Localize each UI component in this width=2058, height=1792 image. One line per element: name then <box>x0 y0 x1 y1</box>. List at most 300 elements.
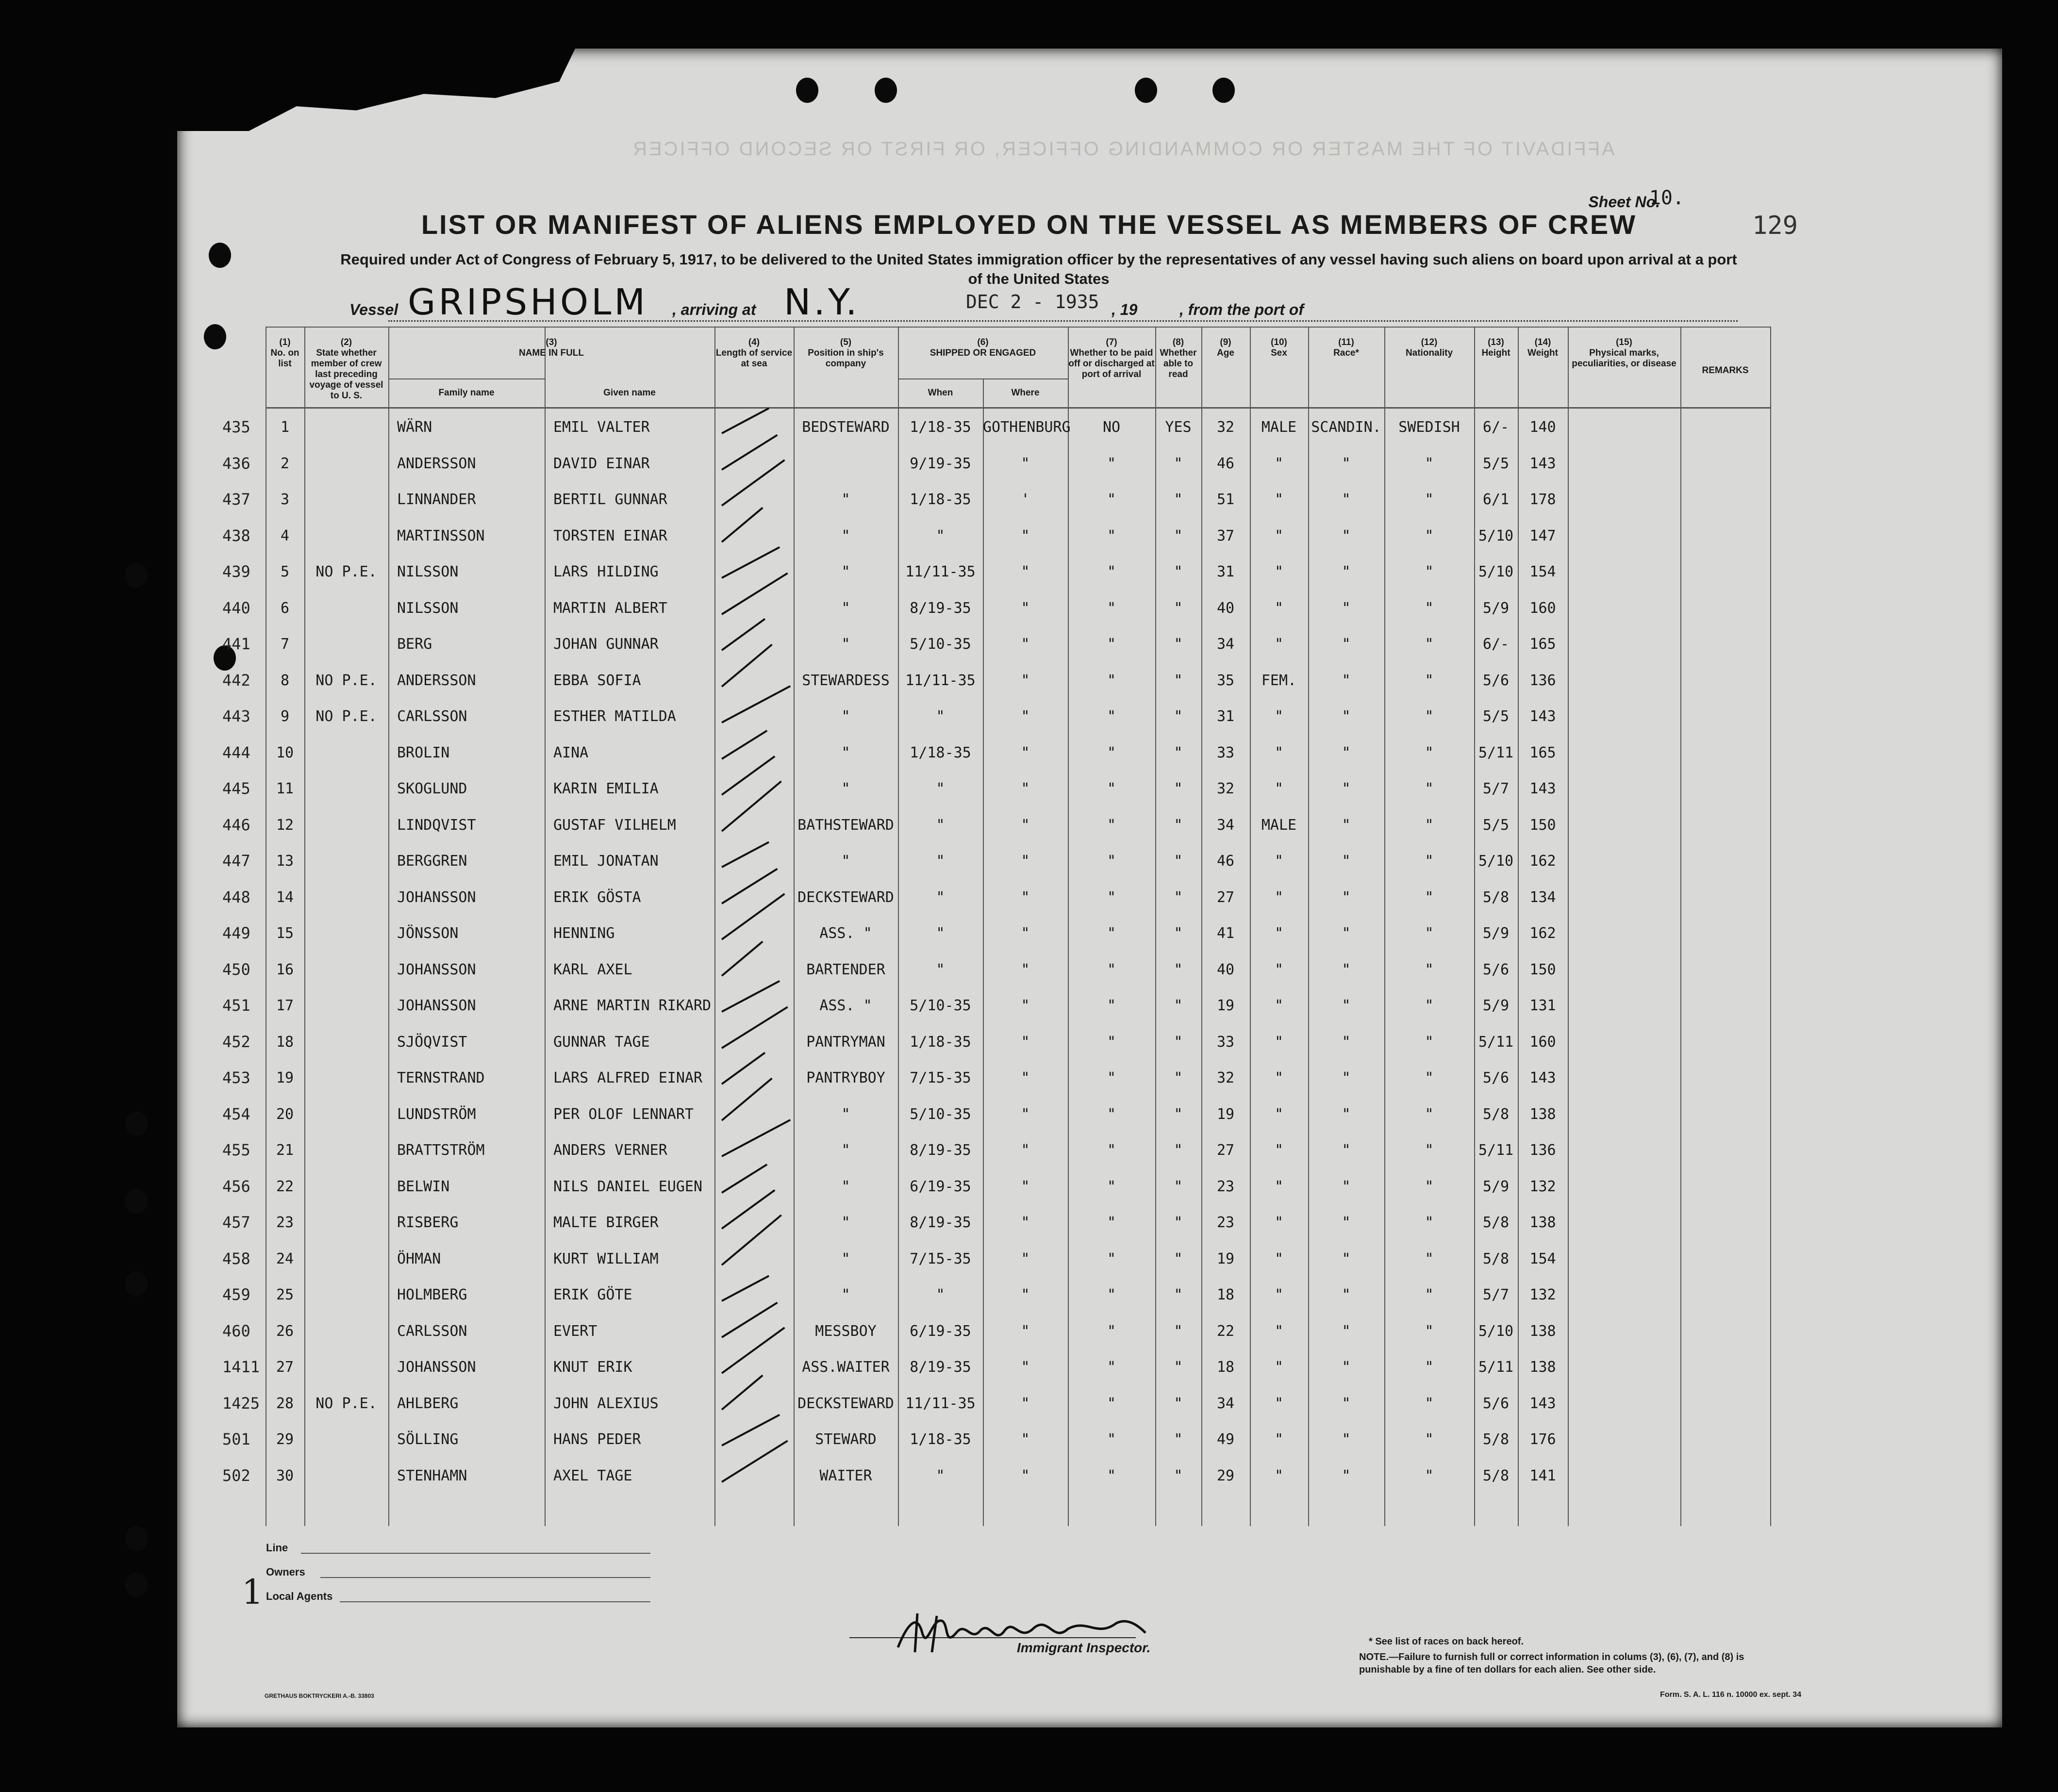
header-paid-off: (7) Whether to be paid off or discharged at port of arrival <box>1068 337 1155 379</box>
header-previous-voyage: (2) State whether member of crew last preceding voyage of vessel to U. S. <box>309 337 383 401</box>
race-cell: " <box>1342 1142 1351 1159</box>
shipped-when-cell: " <box>936 780 945 797</box>
list-number-cell: 29 <box>276 1431 294 1448</box>
shipped-where-cell: " <box>1021 1178 1030 1195</box>
shipped-when-cell: 5/10-35 <box>910 997 971 1014</box>
header-no: (1) No. on list <box>270 337 299 369</box>
sex-cell: " <box>1274 1467 1284 1484</box>
family-name-cell: CARLSSON <box>397 1322 467 1340</box>
height-cell: 5/8 <box>1482 1467 1510 1484</box>
nationality-cell: " <box>1425 455 1434 472</box>
previous-voyage-cell: NO P.E. <box>315 563 377 580</box>
position-cell: STEWARD <box>815 1431 877 1448</box>
margin-serial-number: 455 <box>222 1141 250 1159</box>
header-sex: (10) Sex <box>1271 337 1287 358</box>
table-row <box>266 553 1770 589</box>
position-cell: " <box>841 744 850 761</box>
penalty-note: NOTE.—Failure to furnish full or correct information in colums (3), (6), (7), and (8) is punishable by a fine of ten dollars for each alien. See other side. <box>1359 1652 1744 1675</box>
table-row <box>266 1131 1770 1167</box>
list-number-cell: 6 <box>280 599 290 617</box>
shipped-where-cell: " <box>1021 1142 1030 1159</box>
able-to-read-cell: " <box>1174 1033 1183 1051</box>
sex-cell: " <box>1274 1178 1284 1195</box>
list-number-cell: 20 <box>276 1105 294 1123</box>
nationality-cell: " <box>1425 1178 1434 1195</box>
page-stamp: 129 <box>1752 211 1798 240</box>
margin-mark: 1 <box>242 1572 264 1612</box>
arrival-port: N.Y. <box>784 281 860 323</box>
family-name-cell: TERNSTRAND <box>397 1069 485 1086</box>
list-number-cell: 13 <box>276 853 294 870</box>
weight-cell: 143 <box>1529 780 1556 797</box>
race-cell: " <box>1342 1178 1351 1195</box>
family-name-cell: LUNDSTRÖM <box>397 1105 476 1123</box>
able-to-read-cell: " <box>1174 1178 1183 1195</box>
family-name-cell: LINDQVIST <box>397 816 476 834</box>
race-cell: " <box>1342 1431 1351 1448</box>
shipped-where-cell: " <box>1021 1250 1030 1267</box>
given-name-cell: EMIL JONATAN <box>553 853 659 870</box>
table-row <box>266 878 1770 915</box>
paid-off-cell: " <box>1107 1250 1116 1267</box>
given-name-cell: LARS ALFRED EINAR <box>553 1069 703 1086</box>
able-to-read-cell: " <box>1174 708 1183 725</box>
weight-cell: 143 <box>1529 708 1556 725</box>
previous-voyage-cell: NO P.E. <box>315 672 377 689</box>
age-cell: 27 <box>1216 1142 1235 1159</box>
paid-off-cell: " <box>1107 853 1116 870</box>
position-cell: WAITER <box>819 1467 872 1484</box>
list-number-cell: 5 <box>280 563 290 580</box>
able-to-read-cell: " <box>1174 997 1183 1014</box>
punch-hole <box>209 243 231 268</box>
list-number-cell: 2 <box>280 455 290 472</box>
margin-serial-number: 447 <box>222 852 250 870</box>
age-cell: 37 <box>1216 527 1235 544</box>
list-number-cell: 21 <box>276 1142 294 1159</box>
vessel-dotted-line <box>388 320 1738 322</box>
crew-table <box>266 327 1770 1526</box>
list-number-cell: 16 <box>276 961 294 978</box>
list-number-cell: 10 <box>276 744 294 761</box>
weight-cell: 134 <box>1529 888 1556 906</box>
nationality-cell: " <box>1425 1033 1434 1051</box>
race-cell: " <box>1342 1069 1351 1086</box>
shipped-where-cell: " <box>1021 1214 1030 1231</box>
shipped-where-cell: " <box>1021 563 1030 580</box>
able-to-read-cell: " <box>1174 780 1183 797</box>
paid-off-cell: " <box>1107 527 1116 544</box>
list-number-cell: 8 <box>280 672 290 689</box>
given-name-cell: PER OLOF LENNART <box>553 1105 694 1123</box>
age-cell: 34 <box>1216 636 1235 653</box>
weight-cell: 132 <box>1529 1286 1556 1303</box>
races-note: * See list of races on back hereof. <box>1369 1636 1524 1647</box>
race-cell: " <box>1342 997 1351 1014</box>
weight-cell: 165 <box>1529 636 1556 653</box>
given-name-cell: JOHN ALEXIUS <box>553 1395 659 1412</box>
position-cell: " <box>841 491 850 508</box>
able-to-read-cell: " <box>1174 527 1183 544</box>
table-row <box>266 444 1770 481</box>
nationality-cell: " <box>1425 1069 1434 1086</box>
nationality-cell: " <box>1425 925 1434 942</box>
paid-off-cell: " <box>1107 636 1116 653</box>
family-name-cell: LINNANDER <box>397 491 476 508</box>
table-row <box>266 697 1770 734</box>
given-name-cell: ARNE MARTIN RIKARD <box>553 997 712 1014</box>
race-cell: " <box>1342 1105 1351 1123</box>
shipped-where-cell: " <box>1021 1286 1030 1303</box>
family-name-cell: JOHANSSON <box>397 888 476 906</box>
able-to-read-cell: " <box>1174 1395 1183 1412</box>
sex-cell: " <box>1274 925 1284 942</box>
given-name-cell: KURT WILLIAM <box>553 1250 659 1267</box>
previous-voyage-cell: NO P.E. <box>315 708 377 725</box>
shipped-when-cell: 11/11-35 <box>905 1395 976 1412</box>
able-to-read-cell: " <box>1174 1359 1183 1376</box>
age-cell: 34 <box>1216 816 1235 834</box>
height-cell: 5/10 <box>1478 1322 1514 1340</box>
age-cell: 27 <box>1216 888 1235 906</box>
given-name-cell: AINA <box>553 744 589 761</box>
list-number-cell: 30 <box>276 1467 294 1484</box>
height-cell: 5/5 <box>1482 708 1510 725</box>
height-cell: 5/10 <box>1478 527 1514 544</box>
race-cell: " <box>1342 708 1351 725</box>
race-cell: " <box>1342 1250 1351 1267</box>
shipped-where-cell: " <box>1021 455 1030 472</box>
sex-cell: " <box>1274 780 1284 797</box>
shipped-where-cell: " <box>1021 527 1030 544</box>
weight-cell: 140 <box>1529 419 1556 436</box>
margin-serial-number: 456 <box>222 1177 250 1196</box>
weight-cell: 160 <box>1529 1033 1556 1051</box>
shipped-where-cell: " <box>1021 888 1030 906</box>
position-cell: " <box>841 1142 850 1159</box>
nationality-cell: " <box>1425 1467 1434 1484</box>
list-number-cell: 19 <box>276 1069 294 1086</box>
paid-off-cell: " <box>1107 925 1116 942</box>
paid-off-cell: " <box>1107 1359 1116 1376</box>
given-name-cell: GUSTAF VILHELM <box>553 816 676 834</box>
age-cell: 32 <box>1216 1069 1235 1086</box>
margin-serial-number: 502 <box>222 1466 250 1485</box>
shipped-when-cell: 6/19-35 <box>910 1178 971 1195</box>
margin-serial-number: 454 <box>222 1104 250 1123</box>
able-to-read-cell: " <box>1174 1142 1183 1159</box>
paid-off-cell: " <box>1107 1178 1116 1195</box>
position-cell: " <box>841 1250 850 1267</box>
paid-off-cell: " <box>1107 780 1116 797</box>
position-cell: BEDSTEWARD <box>802 419 890 436</box>
sex-cell: " <box>1274 708 1284 725</box>
owners-label: Owners <box>266 1566 305 1578</box>
family-name-cell: BRATTSTRÖM <box>397 1142 485 1159</box>
shipped-where-cell: ' <box>1021 491 1030 508</box>
age-cell: 31 <box>1216 708 1235 725</box>
punch-hole <box>875 78 897 103</box>
header-given-name: Given name <box>603 388 656 398</box>
family-name-cell: SJÖQVIST <box>397 1033 467 1051</box>
from-port-label: , from the port of <box>1179 301 1304 318</box>
nationality-cell: " <box>1425 636 1434 653</box>
able-to-read-cell: " <box>1174 816 1183 834</box>
able-to-read-cell: " <box>1174 1250 1183 1267</box>
table-row <box>266 1095 1770 1132</box>
position-cell: " <box>841 1105 850 1123</box>
punch-hole <box>125 1526 148 1551</box>
sex-cell: " <box>1274 563 1284 580</box>
weight-cell: 176 <box>1529 1431 1556 1448</box>
race-cell: " <box>1342 744 1351 761</box>
race-cell: " <box>1342 672 1351 689</box>
weight-cell: 154 <box>1529 1250 1556 1267</box>
margin-serial-number: 453 <box>222 1069 250 1087</box>
able-to-read-cell: " <box>1174 1467 1183 1484</box>
bleed-through-text: AFFIDAVIT OF THE MASTER OR COMMANDING OFFICER, OR FIRST OR SECOND OFFICER <box>631 138 1615 160</box>
nationality-cell: " <box>1425 1250 1434 1267</box>
margin-serial-number: 443 <box>222 707 250 725</box>
given-name-cell: BERTIL GUNNAR <box>553 491 667 508</box>
race-cell: " <box>1342 455 1351 472</box>
able-to-read-cell: " <box>1174 672 1183 689</box>
shipped-when-cell: " <box>936 527 945 544</box>
paid-off-cell: " <box>1107 1286 1116 1303</box>
margin-serial-number: 437 <box>222 490 250 509</box>
family-name-cell: ANDERSSON <box>397 672 476 689</box>
height-cell: 5/9 <box>1482 1178 1510 1195</box>
sex-cell: " <box>1274 1286 1284 1303</box>
margin-serial-number: 435 <box>222 418 250 436</box>
shipped-when-cell: " <box>936 925 945 942</box>
given-name-cell: KARL AXEL <box>553 961 632 978</box>
position-cell: ASS. " <box>819 997 872 1014</box>
age-cell: 33 <box>1216 744 1235 761</box>
nationality-cell: " <box>1425 816 1434 834</box>
shipped-when-cell: 7/15-35 <box>910 1250 971 1267</box>
header-nationality: (12) Nationality <box>1405 337 1453 358</box>
age-cell: 49 <box>1216 1431 1235 1448</box>
able-to-read-cell: " <box>1174 1214 1183 1231</box>
nationality-cell: " <box>1425 780 1434 797</box>
table-row <box>266 986 1770 1023</box>
able-to-read-cell: " <box>1174 599 1183 617</box>
race-cell: " <box>1342 563 1351 580</box>
height-cell: 5/8 <box>1482 1214 1510 1231</box>
nationality-cell: " <box>1425 1105 1434 1123</box>
height-cell: 5/11 <box>1478 744 1514 761</box>
margin-serial-number: 442 <box>222 671 250 690</box>
header-shipped: (6) SHIPPED OR ENGAGED <box>929 337 1036 358</box>
paid-off-cell: " <box>1107 1069 1116 1086</box>
sex-cell: " <box>1274 961 1284 978</box>
shipped-where-cell: " <box>1021 780 1030 797</box>
position-cell: STEWARDESS <box>802 672 890 689</box>
weight-cell: 147 <box>1529 527 1556 544</box>
position-cell: PANTRYBOY <box>806 1069 885 1086</box>
age-cell: 51 <box>1216 491 1235 508</box>
nationality-cell: " <box>1425 1286 1434 1303</box>
shipped-when-cell: 11/11-35 <box>905 672 976 689</box>
sex-cell: " <box>1274 1069 1284 1086</box>
family-name-cell: ÖHMAN <box>397 1250 441 1267</box>
weight-cell: 165 <box>1529 744 1556 761</box>
height-cell: 5/6 <box>1482 672 1510 689</box>
weight-cell: 143 <box>1529 1395 1556 1412</box>
sex-cell: " <box>1274 491 1284 508</box>
family-name-cell: ANDERSSON <box>397 455 476 472</box>
able-to-read-cell: " <box>1174 1322 1183 1340</box>
family-name-cell: NILSSON <box>397 563 459 580</box>
table-row <box>266 1059 1770 1095</box>
table-row <box>266 1203 1770 1240</box>
punch-hole <box>125 1572 148 1597</box>
paid-off-cell: " <box>1107 816 1116 834</box>
margin-serial-number: 459 <box>222 1285 250 1304</box>
shipped-where-cell: " <box>1021 672 1030 689</box>
shipped-when-cell: 8/19-35 <box>910 599 971 617</box>
shipped-where-cell: " <box>1021 1322 1030 1340</box>
list-number-cell: 17 <box>276 997 294 1014</box>
table-row <box>266 625 1770 661</box>
given-name-cell: MARTIN ALBERT <box>553 599 667 617</box>
given-name-cell: KARIN EMILIA <box>553 780 659 797</box>
shipped-where-cell: " <box>1021 744 1030 761</box>
header-read: (8) Whether able to read <box>1160 337 1197 379</box>
family-name-cell: SKOGLUND <box>397 780 467 797</box>
given-name-cell: MALTE BIRGER <box>553 1214 659 1231</box>
race-cell: " <box>1342 1214 1351 1231</box>
given-name-cell: ESTHER MATILDA <box>553 708 676 725</box>
shipped-when-cell: " <box>936 1286 945 1303</box>
position-cell: DECKSTEWARD <box>797 888 894 906</box>
shipped-where-cell: GOTHENBURG <box>983 419 1071 436</box>
able-to-read-cell: YES <box>1165 419 1192 436</box>
list-number-cell: 1 <box>280 419 290 436</box>
punch-hole <box>125 1189 148 1214</box>
margin-serial-number: 450 <box>222 960 250 979</box>
race-cell: " <box>1342 1395 1351 1412</box>
age-cell: 32 <box>1216 780 1235 797</box>
able-to-read-cell: " <box>1174 744 1183 761</box>
position-cell: " <box>841 599 850 617</box>
height-cell: 5/5 <box>1482 816 1510 834</box>
shipped-where-cell: " <box>1021 1033 1030 1051</box>
shipped-when-cell: " <box>936 853 945 870</box>
paid-off-cell: " <box>1107 888 1116 906</box>
age-cell: 34 <box>1216 1395 1235 1412</box>
race-cell: " <box>1342 636 1351 653</box>
table-row <box>266 480 1770 517</box>
list-number-cell: 4 <box>280 527 290 544</box>
family-name-cell: BELWIN <box>397 1178 450 1195</box>
shipped-where-cell: " <box>1021 816 1030 834</box>
family-name-cell: AHLBERG <box>397 1395 459 1412</box>
height-cell: 5/6 <box>1482 1395 1510 1412</box>
age-cell: 22 <box>1216 1322 1235 1340</box>
shipped-where-cell: " <box>1021 1467 1030 1484</box>
weight-cell: 138 <box>1529 1322 1556 1340</box>
check-mark <box>721 1275 769 1302</box>
list-number-cell: 11 <box>276 780 294 797</box>
height-cell: 5/7 <box>1482 780 1510 797</box>
margin-serial-number: 439 <box>222 562 250 581</box>
race-cell: " <box>1342 925 1351 942</box>
sex-cell: " <box>1274 1142 1284 1159</box>
nationality-cell: SWEDISH <box>1398 419 1460 436</box>
shipped-where-cell: " <box>1021 599 1030 617</box>
height-cell: 5/5 <box>1482 455 1510 472</box>
header-physical-marks: (15) Physical marks, peculiarities, or disease <box>1572 337 1676 369</box>
sex-cell: " <box>1274 888 1284 906</box>
margin-serial-number: 449 <box>222 924 250 942</box>
margin-serial-number: 440 <box>222 598 250 617</box>
year-label: , 19 <box>1112 301 1138 318</box>
table-row <box>266 661 1770 698</box>
shipped-when-cell: 7/15-35 <box>910 1069 971 1086</box>
shipped-when-cell: " <box>936 1467 945 1484</box>
sex-cell: " <box>1274 853 1284 870</box>
table-row <box>266 734 1770 770</box>
nationality-cell: " <box>1425 491 1434 508</box>
paid-off-cell: " <box>1107 708 1116 725</box>
paid-off-cell: " <box>1107 1105 1116 1123</box>
shipped-when-cell: 8/19-35 <box>910 1214 971 1231</box>
height-cell: 5/11 <box>1478 1359 1514 1376</box>
punch-hole <box>125 1271 148 1297</box>
table-row <box>266 842 1770 878</box>
paid-off-cell: " <box>1107 563 1116 580</box>
sex-cell: " <box>1274 1250 1284 1267</box>
list-number-cell: 7 <box>280 636 290 653</box>
shipped-where-cell: " <box>1021 1105 1030 1123</box>
paid-off-cell: " <box>1107 1214 1116 1231</box>
sex-cell: " <box>1274 455 1284 472</box>
height-cell: 5/7 <box>1482 1286 1510 1303</box>
table-row <box>266 1348 1770 1384</box>
list-number-cell: 27 <box>276 1359 294 1376</box>
age-cell: 19 <box>1216 1105 1235 1123</box>
race-cell: " <box>1342 1467 1351 1484</box>
sheet-number: 10. <box>1649 187 1684 209</box>
height-cell: 5/8 <box>1482 1250 1510 1267</box>
margin-serial-number: 448 <box>222 888 250 906</box>
list-number-cell: 28 <box>276 1395 294 1412</box>
able-to-read-cell: " <box>1174 1431 1183 1448</box>
shipped-where-cell: " <box>1021 1069 1030 1086</box>
able-to-read-cell: " <box>1174 888 1183 906</box>
nationality-cell: " <box>1425 888 1434 906</box>
nationality-cell: " <box>1425 961 1434 978</box>
check-mark <box>721 1164 767 1194</box>
able-to-read-cell: " <box>1174 563 1183 580</box>
weight-cell: 132 <box>1529 1178 1556 1195</box>
header-weight: (14) Weight <box>1527 337 1558 358</box>
paid-off-cell: " <box>1107 1395 1116 1412</box>
given-name-cell: EVERT <box>553 1322 597 1340</box>
position-cell: " <box>841 708 850 725</box>
header-race: (11) Race* <box>1333 337 1359 358</box>
paid-off-cell: " <box>1107 1142 1116 1159</box>
shipped-where-cell: " <box>1021 961 1030 978</box>
able-to-read-cell: " <box>1174 491 1183 508</box>
list-number-cell: 15 <box>276 925 294 942</box>
table-row <box>266 1276 1770 1312</box>
nationality-cell: " <box>1425 599 1434 617</box>
list-number-cell: 3 <box>280 491 290 508</box>
paid-off-cell: NO <box>1102 419 1121 436</box>
